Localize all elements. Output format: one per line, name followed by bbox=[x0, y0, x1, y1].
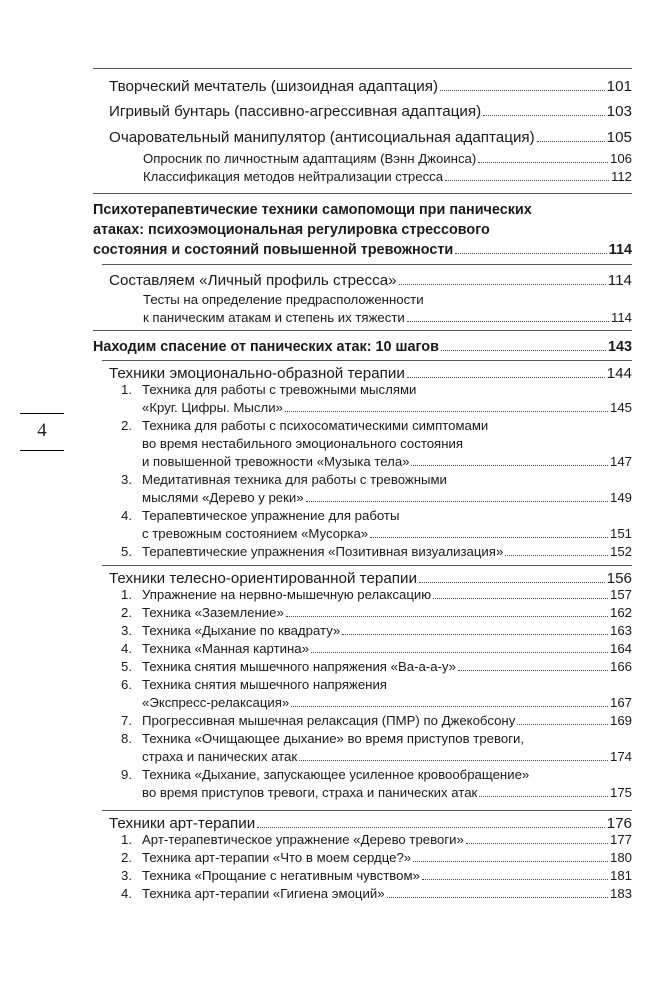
toc-subsection[interactable]: Техники телесно-ориентированной терапии 156 bbox=[109, 570, 632, 587]
subsection-divider bbox=[102, 360, 632, 361]
toc-entry[interactable]: 2. Техника арт-терапии «Что в моем сердце?» 180 bbox=[121, 850, 632, 865]
toc-entry[interactable]: 7. Прогрессивная мышечная релаксация (ПМР) по Джекобсону 169 bbox=[121, 713, 632, 728]
toc-entry[interactable]: мыслями «Дерево у реки» 149 bbox=[142, 490, 632, 505]
toc-entry-line: 2. Техника для работы с психосоматическими симптомами bbox=[121, 418, 489, 433]
toc-entry-line: 3. Медитативная техника для работы с тревожными bbox=[121, 472, 447, 487]
section-divider bbox=[93, 68, 632, 69]
toc-entry-line: 6. Техника снятия мышечного напряжения bbox=[121, 677, 387, 692]
toc-entry[interactable]: к паническим атакам и степень их тяжести 114 bbox=[143, 310, 632, 325]
toc-entry[interactable]: с тревожным состоянием «Мусорка» 151 bbox=[142, 526, 632, 541]
toc-entry-line: 9. Техника «Дыхание, запускающее усиленное кровообращение» bbox=[121, 767, 530, 782]
toc-entry-line: 8. Техника «Очищающее дыхание» во время приступов тревоги, bbox=[121, 731, 525, 746]
toc-entry-line: 4. Терапевтическое упражнение для работы bbox=[121, 508, 400, 523]
toc-entry[interactable]: страха и панических атак 174 bbox=[142, 749, 632, 764]
toc-subsection[interactable]: Техники эмоционально-образной терапии 144 bbox=[109, 365, 632, 382]
chapter-title-line: атаках: психоэмоциональная регулировка стрессового bbox=[93, 222, 490, 238]
chapter-entry[interactable]: состояния и состояний повышенной тревожности 114 bbox=[93, 242, 632, 258]
toc-entry[interactable]: Творческий мечтатель (шизоидная адаптация) 101 bbox=[109, 78, 632, 95]
toc-subsection[interactable]: Техники арт-терапии 176 bbox=[109, 815, 632, 832]
toc-entry[interactable]: «Экспресс-релаксация» 167 bbox=[142, 695, 632, 710]
subsection-divider bbox=[102, 565, 632, 566]
toc-entry[interactable]: Составляем «Личный профиль стресса» 114 bbox=[109, 272, 632, 289]
chapter-entry[interactable]: Находим спасение от панических атак: 10 шагов 143 bbox=[93, 339, 632, 355]
toc-entry[interactable]: Опросник по личностным адаптациям (Вэнн Джоинса) 106 bbox=[143, 151, 632, 166]
page-number: 4 bbox=[37, 420, 47, 441]
toc-entry[interactable]: 4. Техника «Манная картина» 164 bbox=[121, 641, 632, 656]
section-divider bbox=[93, 330, 632, 331]
toc-entry[interactable]: Очаровательный манипулятор (антисоциальная адаптация) 105 bbox=[109, 129, 632, 146]
toc-entry[interactable]: Классификация методов нейтрализации стресса 112 bbox=[143, 169, 632, 184]
toc-entry[interactable]: 5. Техника снятия мышечного напряжения «Ва-а-а-у» 166 bbox=[121, 659, 632, 674]
toc-entry[interactable]: 2. Техника «Заземление» 162 bbox=[121, 605, 632, 620]
toc-entry[interactable]: 4. Техника арт-терапии «Гигиена эмоций» 183 bbox=[121, 886, 632, 901]
toc-entry[interactable]: 3. Техника «Дыхание по квадрату» 163 bbox=[121, 623, 632, 638]
toc-entry-line: 1. Техника для работы с тревожными мыслями bbox=[121, 382, 417, 397]
subsection-divider bbox=[102, 264, 632, 265]
toc-entry[interactable]: 3. Техника «Прощание с негативным чувством» 181 bbox=[121, 868, 632, 883]
toc-entry-line: во время нестабильного эмоционального состояния bbox=[142, 436, 463, 451]
toc-entry[interactable]: и повышенной тревожности «Музыка тела» 147 bbox=[142, 454, 632, 469]
toc-entry[interactable]: 1. Арт-терапевтическое упражнение «Дерево тревоги» 177 bbox=[121, 832, 632, 847]
toc-entry[interactable]: Игривый бунтарь (пассивно-агрессивная адаптация) 103 bbox=[109, 103, 632, 120]
toc-entry[interactable]: 5. Терапевтические упражнения «Позитивная визуализация» 152 bbox=[121, 544, 632, 559]
toc-entry[interactable]: 1. Упражнение на нервно-мышечную релаксацию 157 bbox=[121, 587, 632, 602]
chapter-title-line: Психотерапевтические техники самопомощи при панических bbox=[93, 202, 532, 218]
toc-entry[interactable]: во время приступов тревоги, страха и панических атак 175 bbox=[142, 785, 632, 800]
page-number-box bbox=[20, 413, 64, 451]
subsection-divider bbox=[102, 810, 632, 811]
toc-entry-line: Тесты на определение предрасположенности bbox=[143, 292, 424, 307]
toc-entry[interactable]: «Круг. Цифры. Мысли» 145 bbox=[142, 400, 632, 415]
section-divider bbox=[93, 193, 632, 194]
